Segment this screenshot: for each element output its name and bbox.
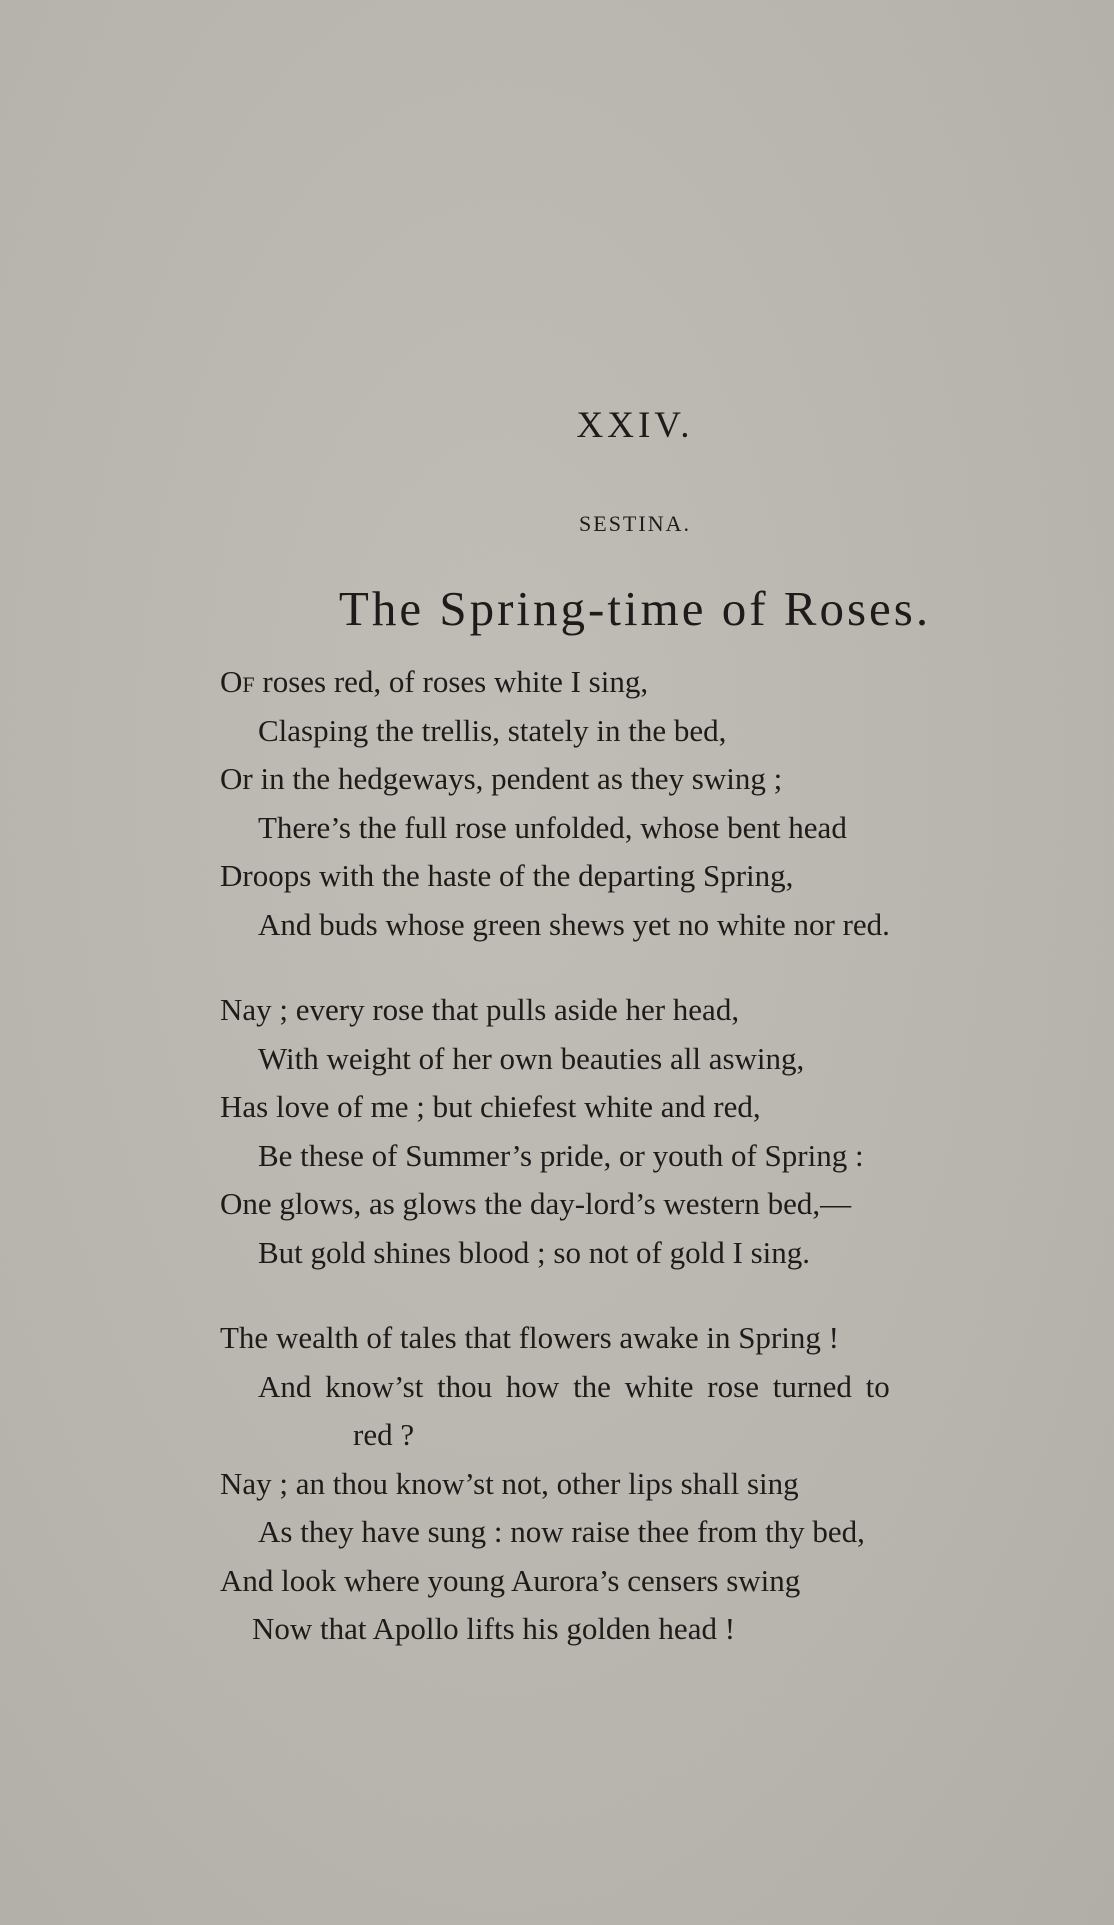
poem-line: And buds whose green shews yet no white nor red. [258, 906, 890, 942]
poem-line: Be these of Summer’s pride, or youth of Spring : [258, 1137, 864, 1173]
poem-line: But gold shines blood ; so not of gold I sing. [258, 1234, 810, 1270]
poem-line: And look where young Aurora’s censers swing [220, 1562, 801, 1598]
poem-line-continuation: red ? [353, 1417, 415, 1452]
poem-line: With weight of her own beauties all aswing, [258, 1040, 805, 1076]
poem-title: The Spring-time of Roses. [338, 581, 932, 636]
poem-form-label: SESTINA. [579, 511, 691, 536]
poem-line: Nay ; an thou know’st not, other lips shall sing [220, 1465, 799, 1501]
drop-word: Of [220, 664, 255, 699]
poem-line: As they have sung : now raise thee from thy bed, [258, 1514, 865, 1549]
poem-line: Has love of me ; but chiefest white and red, [220, 1089, 761, 1124]
poem-line: Droops with the haste of the departing Spring, [220, 858, 794, 893]
poem-line [220, 658, 1080, 707]
stanza-3 [220, 1314, 1080, 1654]
poem-body [220, 658, 1080, 1691]
poem-line: Now that Apollo lifts his golden head ! [252, 1611, 736, 1646]
stanza-1 [220, 658, 1080, 949]
poem-number: XXIV. [576, 405, 694, 446]
poem-line: The wealth of tales that flowers awake in Spring ! [220, 1320, 839, 1355]
poem-line: Clasping the trellis, stately in the bed, [258, 712, 727, 748]
poem-line: Nay ; every rose that pulls aside her head, [220, 992, 740, 1027]
poem-line: There’s the full rose unfolded, whose bent head [258, 809, 847, 845]
line-text: roses red, of roses white I sing, [254, 664, 649, 699]
poem-line: And know’st thou how the white rose turned to [258, 1368, 890, 1404]
poem-line: Or in the hedgeways, pendent as they swing ; [220, 761, 783, 796]
poem-line: One glows, as glows the day-lord’s western bed,— [220, 1186, 852, 1221]
stanza-2 [220, 986, 1080, 1277]
